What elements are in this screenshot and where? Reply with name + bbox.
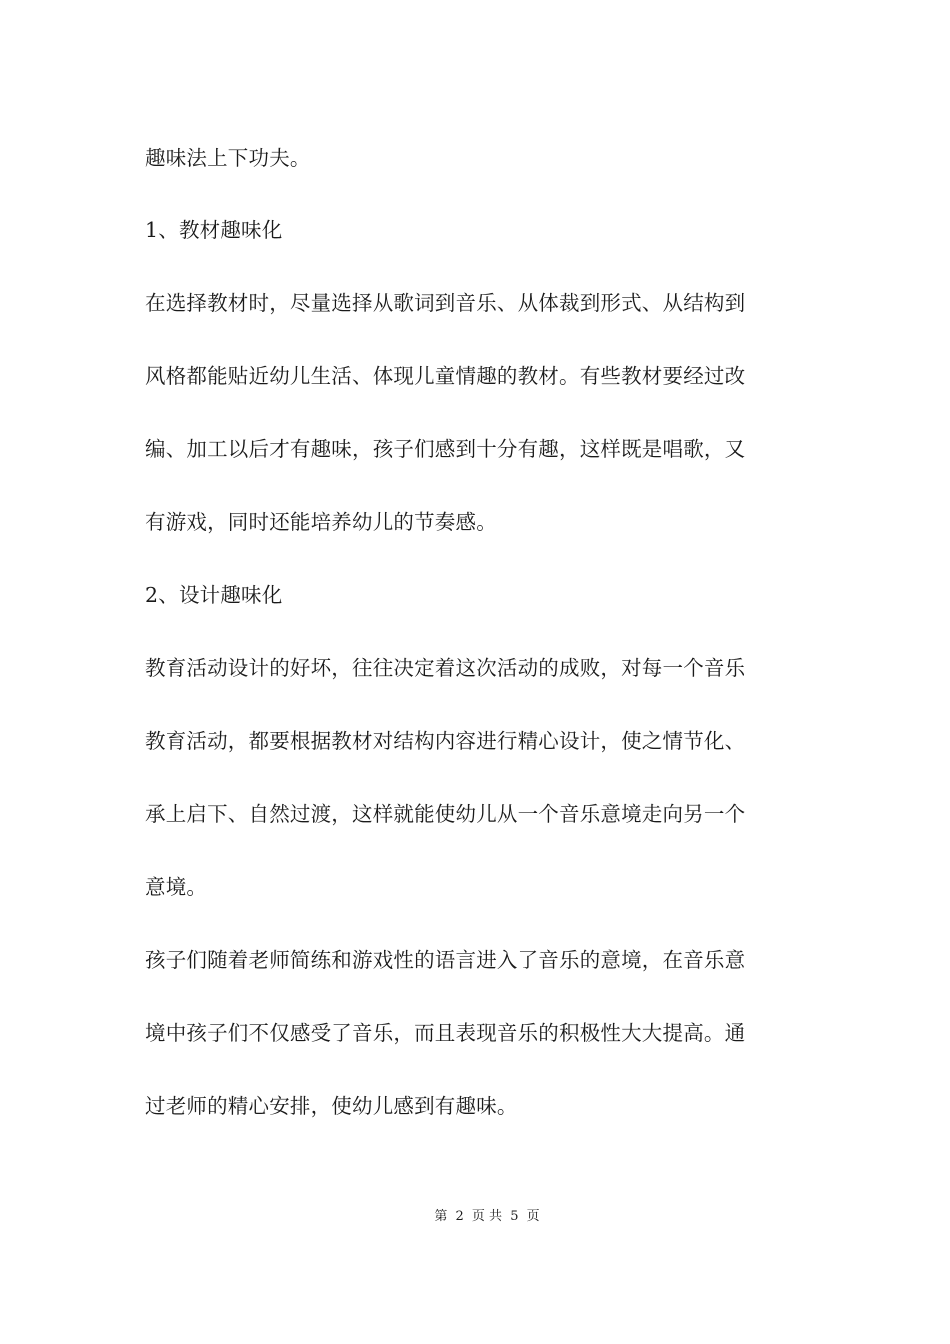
footer-current-page: 2 xyxy=(455,1209,464,1224)
text-line: 在选择教材时，尽量选择从歌词到音乐、从体裁到形式、从结构到 xyxy=(145,291,746,315)
text-line: 有游戏，同时还能培养幼儿的节奏感。 xyxy=(145,510,497,534)
text-line: 承上启下、自然过渡，这样就能使幼儿从一个音乐意境走向另一个 xyxy=(145,802,746,826)
text-line: 境中孩子们不仅感受了音乐，而且表现音乐的积极性大大提高。通 xyxy=(145,1021,746,1045)
text-line: 孩子们随着老师简练和游戏性的语言进入了音乐的意境，在音乐意 xyxy=(145,948,746,972)
text-line: 教育活动，都要根据教材对结构内容进行精心设计，使之情节化、 xyxy=(145,729,746,753)
text-line: 过老师的精心安排，使幼儿感到有趣味。 xyxy=(145,1094,518,1118)
section-heading: 1、教材趣味化 xyxy=(145,218,283,242)
text-line: 风格都能贴近幼儿生活、体现儿童情趣的教材。有些教材要经过改 xyxy=(145,364,746,388)
footer-total-pages: 5 xyxy=(510,1209,519,1224)
text-line: 编、加工以后才有趣味，孩子们感到十分有趣，这样既是唱歌，又 xyxy=(145,437,746,461)
text-line: 教育活动设计的好坏，往往决定着这次活动的成败，对每一个音乐 xyxy=(145,656,746,680)
footer-prefix: 第 xyxy=(434,1209,448,1224)
text-line: 趣味法上下功夫。 xyxy=(145,146,311,170)
text-line: 意境。 xyxy=(145,875,208,899)
page-number-footer xyxy=(0,1208,950,1226)
footer-suffix: 页 xyxy=(526,1209,540,1224)
footer-middle: 页 共 xyxy=(471,1209,503,1224)
section-heading: 2、设计趣味化 xyxy=(145,583,283,607)
